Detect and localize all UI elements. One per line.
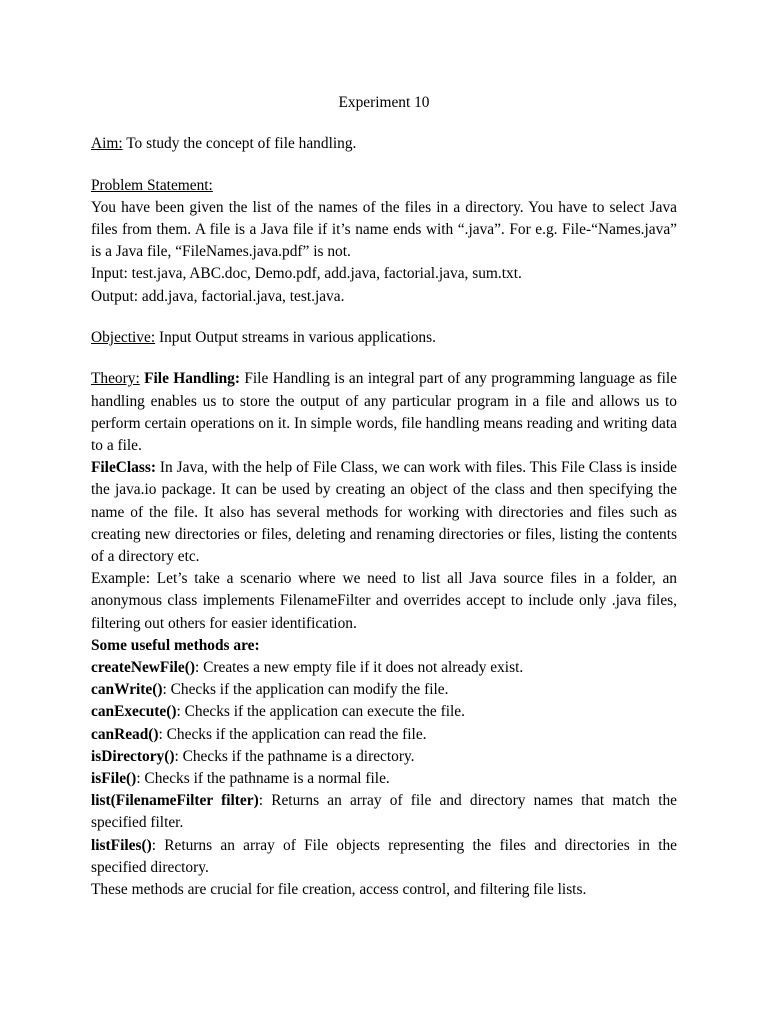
objective-paragraph [91,327,677,349]
problem-input: Input: test.java, ABC.doc, Demo.pdf, add.java, factorial.java, sum.txt. [91,265,522,283]
document-page [91,92,677,901]
file-handling-heading: File Handling: [144,370,240,388]
aim-paragraph [91,133,677,155]
objective-text: Input Output streams in various applications. [155,329,436,346]
method-desc: : Checks if the application can execute the file. [176,703,465,721]
method-desc: : Checks if the pathname is a normal file. [136,770,390,788]
spacer [91,349,677,368]
problem-statement-label-line [91,175,677,197]
method-name: listFiles() [91,836,152,854]
fileclass-paragraph [91,457,677,568]
method-item [91,657,677,679]
theory-paragraph [91,368,677,457]
theory-text: File Handling is an integral part of any programming language as file handling enables us to store the output of any particular program in a file and allows us to perform certain operations on it. In simple words, file handling means reading and writing data to a file. [91,370,677,454]
fileclass-label: FileClass: [91,459,156,477]
method-desc: : Returns an array of file and directory names that match the specified filter. [91,792,677,832]
method-item [91,835,677,879]
theory-label: Theory: [91,370,140,388]
methods-list [91,657,677,879]
method-name: isDirectory() [91,747,175,765]
objective-label: Objective: [91,329,156,346]
example-paragraph: Example: Let’s take a scenario where we need to list all Java source files in a folder, an anonymous class implements FilenameFilter and overrides accept to include only .java files, filtering out others for easier identification. [91,570,677,632]
method-name: canWrite() [91,681,163,699]
method-name: canRead() [91,725,159,743]
problem-statement-label: Problem Statement: [91,176,213,194]
method-desc: : Checks if the pathname is a directory. [174,747,415,765]
method-item [91,768,677,790]
method-item [91,679,677,701]
method-desc: : Checks if the application can modify the file. [162,681,449,699]
method-item [91,724,677,746]
method-name: isFile() [91,770,137,788]
method-name: createNewFile() [91,659,195,677]
problem-statement-text: You have been given the list of the names of the files in a directory. You have to select Java files from them. A file is a Java file if it’s name ends with “.java”. For e.g. File-“Names.java” is a Java file, “FileNames.java.pdf” is not. [91,198,677,261]
method-item [91,790,677,834]
aim-label: Aim: [91,135,123,153]
method-item [91,701,677,723]
method-desc: : Returns an array of File objects representing the files and directories in the specified directory. [91,836,677,876]
fileclass-text: In Java, with the help of File Class, we can work with files. This File Class is inside the java.io package. It can be used by creating an object of the class and then specifying the name of the file. It also has several methods for working with directories and files such as creating new directories or files, deleting and renaming directories or files, listing the contents of a directory etc. [91,459,677,566]
spacer [91,155,677,174]
aim-text: To study the concept of file handling. [122,135,357,153]
method-name: canExecute() [91,703,177,721]
methods-heading: Some useful methods are: [91,636,260,654]
spacer [91,308,677,327]
page-title: Experiment 10 [338,94,430,111]
method-desc: : Creates a new empty file if it does not already exist. [194,659,524,677]
method-item [91,746,677,768]
method-desc: : Checks if the application can read the file. [158,725,427,743]
method-name: list(FilenameFilter filter) [91,792,259,810]
closing-paragraph: These methods are crucial for file creation, access control, and filtering file lists. [91,881,587,899]
problem-output: Output: add.java, factorial.java, test.java. [91,287,345,305]
